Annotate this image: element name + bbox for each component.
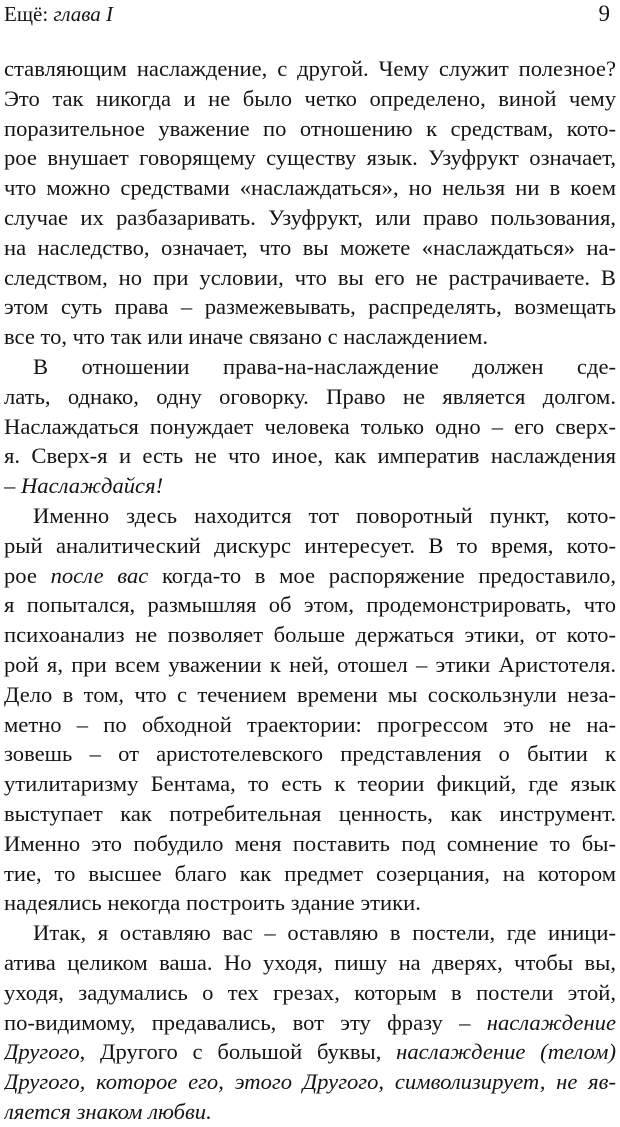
running-head-chapter: глава I: [53, 2, 113, 26]
italic-text: наслаждение: [486, 1009, 616, 1035]
text-line: [4, 531, 616, 561]
text-line: [4, 143, 616, 173]
text-segment: –: [4, 473, 21, 499]
italic-text: после вас: [50, 562, 149, 588]
text-segment: рое: [4, 562, 51, 588]
text-line: [4, 233, 616, 263]
text-line: [4, 471, 616, 501]
text-segment: на наследство, означает, что вы можете «наслаждаться» на-: [4, 234, 616, 260]
text-segment: когда-то в мое распоряжение предоставило,: [148, 562, 616, 588]
text-line: [4, 1097, 616, 1127]
text-segment: этом суть права – размежевывать, распределять, возмещать: [4, 294, 616, 320]
text-line: [4, 352, 616, 382]
italic-text: наслаждение (телом): [396, 1039, 616, 1065]
text-line: [4, 948, 616, 978]
text-segment: Итак, я оставляю вас – оставляю в постели, где иници-: [33, 920, 616, 946]
text-segment: выступает как потребительная ценность, как инструмент.: [4, 800, 616, 826]
text-line: [4, 739, 616, 769]
text-segment: рое внушает говорящему существу язык. Узуфрукт означает,: [4, 145, 616, 171]
text-segment: Наслаждаться понуждает человека только одно – его сверх-: [4, 413, 616, 439]
text-line: [4, 501, 616, 531]
running-head: [4, 2, 113, 26]
text-line: [4, 322, 616, 352]
text-segment: атива целиком ваша. Но уходя, пишу на дверях, чтобы вы,: [4, 949, 616, 975]
text-segment: тие, то высшее благо как предмет созерцания, на котором: [4, 860, 616, 886]
text-line: [4, 84, 616, 114]
text-segment: Дело в том, что с течением времени мы соскользнули неза-: [4, 681, 616, 707]
text-segment: рой я, при всем уважении к ней, отошел – этики Аристотеля.: [4, 651, 616, 677]
text-segment: Именно здесь находится тот поворотный пункт, кото-: [33, 502, 616, 528]
text-line: [4, 888, 616, 918]
text-segment: В отношении права-на-наслаждение должен сде-: [33, 353, 616, 379]
italic-text: Другого, которое его, этого Другого, символизирует, не яв-: [4, 1069, 616, 1095]
page-header: [4, 0, 612, 26]
text-line: [4, 561, 616, 591]
text-line: [4, 918, 616, 948]
text-line: [4, 173, 616, 203]
text-segment: психоанализ не позволяет больше держаться этики, от кото-: [4, 622, 616, 648]
text-segment: я попытался, размышляя об этом, продемонстрировать, что: [4, 592, 616, 618]
text-line: [4, 441, 616, 471]
text-segment: Именно это побудило меня поставить под сомнение то бы-: [4, 830, 616, 856]
text-segment: следством, но при условии, что вы его не растрачиваете. В: [4, 264, 616, 290]
text-segment: ставляющим наслаждение, с другой. Чему служит полезное?: [4, 56, 616, 81]
text-line: [4, 382, 616, 412]
text-line: [4, 1008, 616, 1038]
text-line: [4, 829, 616, 859]
text-segment: поразительное уважение по отношению к средствам, кото-: [4, 115, 616, 141]
text-segment: утилитаризму Бентама, то есть к теории фикций, где язык: [4, 771, 616, 797]
text-line: [4, 114, 616, 144]
text-line: [4, 769, 616, 799]
text-line: [4, 292, 616, 322]
text-line: [4, 978, 616, 1008]
italic-text: Другого: [4, 1039, 80, 1065]
text-line: [4, 710, 616, 740]
text-segment: метно – по обходной траектории: прогрессом это не на-: [4, 711, 616, 737]
text-segment: зовешь – от аристотелевского представления о бытии к: [4, 741, 616, 767]
text-line: [4, 263, 616, 293]
text-line: [4, 650, 616, 680]
text-segment: уходя, задумались о тех грезах, которым в постели этой,: [4, 979, 616, 1005]
text-line: [4, 799, 616, 829]
text-segment: лать, однако, одну оговорку. Право не является долгом.: [4, 383, 616, 409]
page-number: 9: [598, 1, 610, 26]
text-line: [4, 54, 616, 84]
text-segment: рый аналитический дискурс интересует. В то время, кото-: [4, 532, 616, 558]
text-line: [4, 590, 616, 620]
text-segment: надеялись некогда построить здание этики.: [4, 890, 421, 916]
running-head-prefix: Ещё:: [4, 2, 54, 26]
italic-text: ляется знаком любви.: [4, 1098, 212, 1124]
text-line: [4, 412, 616, 442]
italic-text: Наслаждайся!: [20, 473, 164, 499]
text-segment: по-видимому, предавались, вот эту фразу –: [4, 1009, 487, 1035]
text-segment: я. Сверх-я и есть не что иное, как императив наслаждения: [4, 443, 616, 469]
text-segment: , Другого с большой буквы,: [79, 1039, 397, 1065]
body-text: [4, 54, 616, 1127]
text-line: [4, 859, 616, 889]
text-segment: что можно средствами «наслаждаться», но нельзя ни в коем: [4, 175, 616, 201]
text-segment: все то, что так или иначе связано с наслаждением.: [4, 324, 489, 350]
text-line: [4, 1067, 616, 1097]
text-line: [4, 620, 616, 650]
text-line: [4, 203, 616, 233]
text-segment: Это так никогда и не было четко определено, виной чему: [4, 85, 616, 111]
text-line: [4, 680, 616, 710]
text-segment: случае их разбазаривать. Узуфрукт, или право пользования,: [4, 204, 616, 230]
